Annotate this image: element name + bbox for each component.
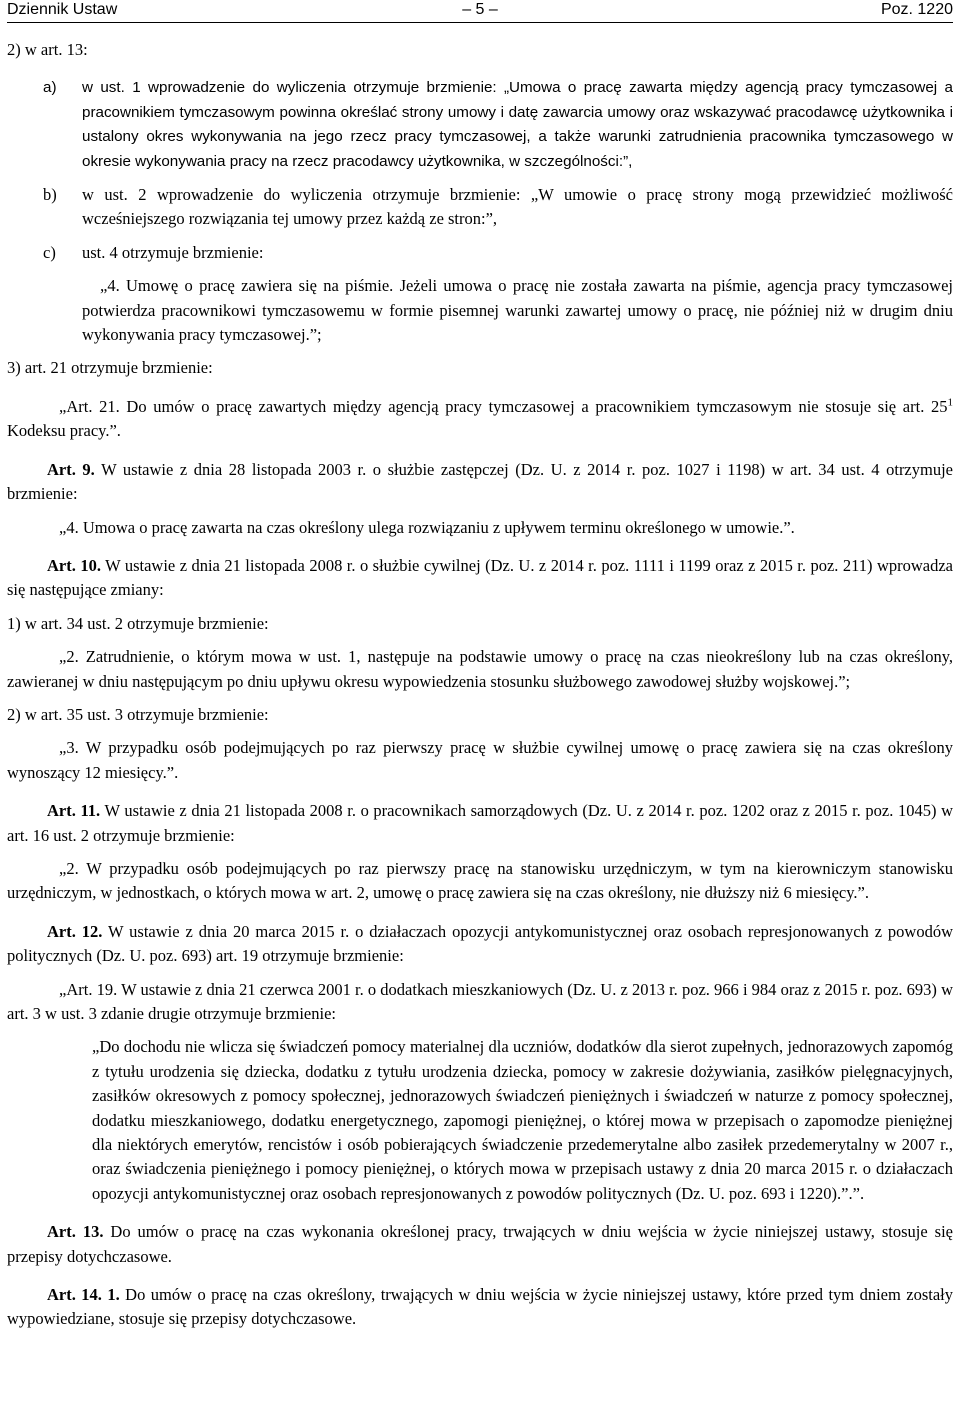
subitem-text: ust. 4 otrzymuje brzmienie: <box>82 242 264 262</box>
quoted-article-19: „Art. 19. W ustawie z dnia 21 czerwca 2001 r. o dodatkach mieszkaniowych (Dz. U. z 2013 r. poz. 966 i 984 oraz z 2015 r. poz. 693) w art. 3 w ust. 3 zdanie drugie otrzymuje brzmienie: <box>7 979 953 1023</box>
article-9: Art. 9. W ustawie z dnia 28 listopada 2003 r. o służbie zastępczej (Dz. U. z 2014 r. poz. 1027 i 1198) w art. 34 ust. 4 otrzymuje brzmienie: <box>7 459 954 504</box>
article-number: Art. 12. <box>47 921 103 941</box>
enum-item-3: 3) art. 21 otrzymuje brzmienie: <box>7 358 213 378</box>
page-number: – 5 – <box>462 1 498 18</box>
article-10: Art. 10. W ustawie z dnia 21 listopada 2008 r. o służbie cywilnej (Dz. U. z 2014 r. poz. 1111 i 1199 oraz z 2015 r. poz. 211) wprowadza się następujące zmiany: <box>7 555 954 600</box>
article-number: Art. 13. <box>47 1222 104 1242</box>
article-number: Art. 14. 1. <box>47 1285 120 1305</box>
quoted-provision: „4. Umowę o pracę zawiera się na piśmie. Jeżeli umowa o pracę nie została zawarta na piśmie, agencja pracy tymczasowej potwierdza pracownikowi tymczasowemu w formie pisemnej warunki zawartej umowy o pracę, nie później niż w drugim dniu wykonywania pracy tymczasowej.”; <box>82 276 953 345</box>
subitem-text: w ust. 1 wprowadzenie do wyliczenia otrzymuje brzmienie: „Umowa o pracę zawarta między agencją pracy tymczasowej a pracownikiem tymczasowym powinna określać strony umowy i datę zawarcia umowy oraz wskazywać pracodawcę użytkownika i ustalony okres wykonywania na jego rzecz pracy tymczasowej, a także warunki zatrudnienia pracownika tymczasowego w okresie wykonywania pracy na rzecz pracodawcy użytkownika, w szczególności:”, <box>82 79 953 170</box>
subitem-marker: a) <box>43 79 57 97</box>
subitem-text: w ust. 2 wprowadzenie do wyliczenia otrzymuje brzmienie: „W umowie o pracę strony mogą przewidzieć możliwość wcześniejszego rozwiązania tej umowy przez każdą ze stron:”, <box>82 185 953 229</box>
page-header <box>7 0 953 23</box>
subitem-marker: b) <box>43 185 57 205</box>
journal-title: Dziennik Ustaw <box>7 1 118 18</box>
quoted-sentence: „Do dochodu nie wlicza się świadczeń pomocy materialnej dla uczniów, dodatków dla sierot zupełnych, jednorazowych zapomóg z tytułu urodzenia się dziecka, dodatku z tytułu urodzenia dziecka, pomocy w zakresie dożywiania, zasiłków pielęgnacyjnych, zasiłków okresowych z pomocy społecznej, jednorazowych świadczeń pieniężnych i świadczeń w naturze z pomocy społecznej, dodatku mieszkaniowego, dodatku energetycznego, zapomogi pieniężnej, o której mowa w przepisach o zapomodze pieniężnej dla niektórych emerytów, rencistów i osób pobierających świadczenie przedemerytalne albo zasiłek przedemerytalny w 2007 r., oraz świadczenia pieniężnego i pomocy pieniężnej, o których mowa w przepisach ustawy z dnia 20 marca 2015 r. o działaczach opozycji antykomunistycznej oraz osobach represjonowanych z powodów politycznych (Dz. U. poz. 693 i 1220).”.”. <box>92 1037 953 1203</box>
position-number: Poz. 1220 <box>880 1 953 18</box>
article-12: Art. 12. W ustawie z dnia 20 marca 2015 r. o działaczach opozycji antykomunistycznej oraz osobach represjonowanych z powodów politycznych (Dz. U. poz. 693) art. 19 otrzymuje brzmienie: <box>7 921 954 966</box>
article-number: Art. 9. <box>47 459 95 479</box>
article-13: Art. 13. Do umów o pracę na czas wykonania określonej pracy, trwających w dniu wejścia w życie niniejszej ustawy, stosuje się przepisy dotychczasowe. <box>7 1222 953 1266</box>
quoted-article-21: „Art. 21. Do umów o pracę zawartych między agencją pracy tymczasowej a pracownikiem tymczasowym nie stosuje się art. $25^1$ Kodeksu pracy.”. <box>7 396 953 441</box>
document-body <box>7 38 953 1332</box>
subitem-c <box>7 241 953 265</box>
enum-item-2: 2) w art. 13: <box>7 40 88 59</box>
quoted-provision: „3. W przypadku osób podejmujących po raz pierwszy pracę w służbie cywilnej umowę o pracę zawiera się na czas określony wynoszący 12 miesięcy.”. <box>7 738 953 782</box>
subitem-marker: c) <box>43 242 56 262</box>
article-11: Art. 11. W ustawie z dnia 21 listopada 2008 r. o pracownikach samorządowych (Dz. U. z 2014 r. poz. 1202 oraz z 2015 r. poz. 1045) w art. 16 ust. 2 otrzymuje brzmienie: <box>7 801 953 845</box>
enum-item-2: 2) w art. 35 ust. 3 otrzymuje brzmienie: <box>7 704 269 724</box>
subitem-a <box>7 76 953 174</box>
article-number: Art. 10. <box>47 555 101 575</box>
quoted-provision: „2. Zatrudnienie, o którym mowa w ust. 1, następuje na podstawie umowy o pracę na czas nieokreślony lub na czas określony, zawieranej w dniu następującym po dniu upływu okresu wypowiedzenia stosunku służbowego zawodowej służby wojskowej.”; <box>7 647 953 691</box>
enum-item-1: 1) w art. 34 ust. 2 otrzymuje brzmienie: <box>7 613 269 633</box>
article-14: Art. 14. 1. Do umów o pracę na czas określony, trwających w dniu wejścia w życie niniejszej ustawy, które przed tym dniem zostały wypowiedziane, stosuje się przepisy dotychczasowe. <box>7 1285 953 1329</box>
quoted-provision: „2. W przypadku osób podejmujących po raz pierwszy pracę na stanowisku urzędniczym, w tym na kierowniczym stanowisku urzędniczym, w jednostkach, o których mowa w art. 2, umowę o pracę zawiera się na czas określony, nie dłuższy niż 6 miesięcy.”. <box>7 858 953 903</box>
quoted-provision: „4. Umowa o pracę zawarta na czas określony ulega rozwiązaniu z upływem terminu określonego w umowie.”. <box>59 517 795 537</box>
article-number: Art. 11. <box>47 801 101 821</box>
subitem-b <box>7 183 953 232</box>
